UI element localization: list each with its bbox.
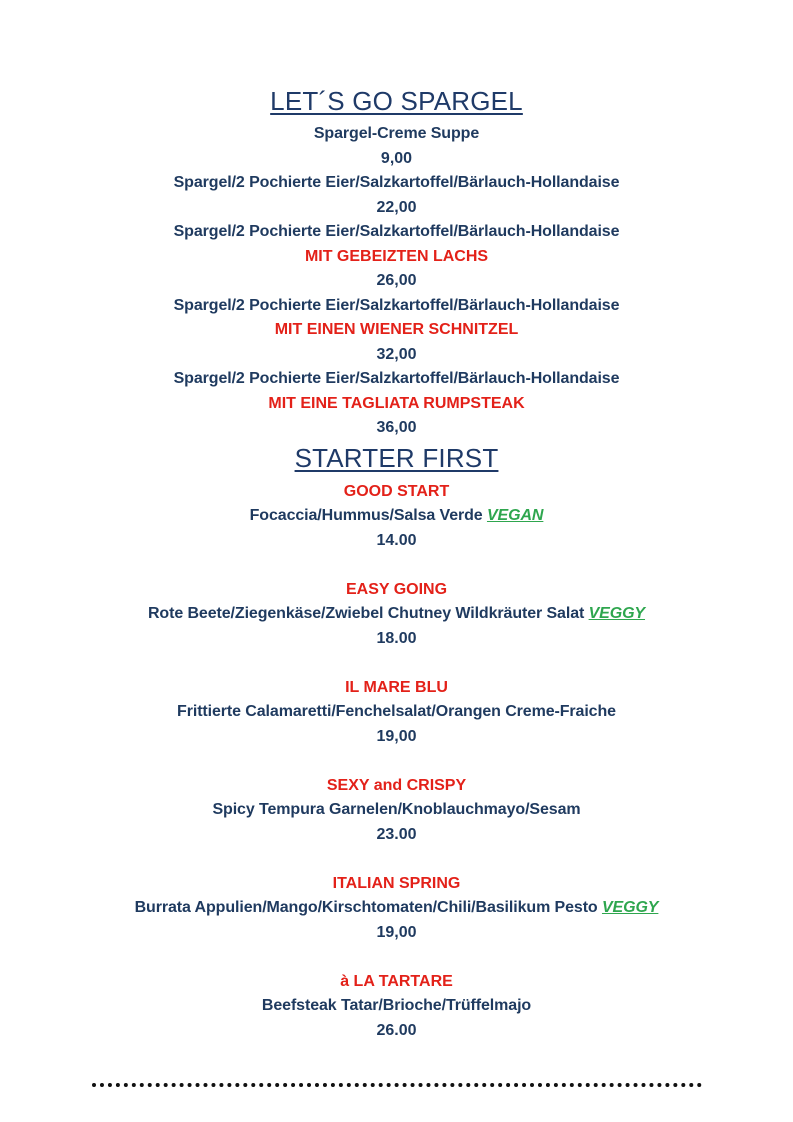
menu-item-addon: MIT EINE TAGLIATA RUMPSTEAK [268,395,525,412]
menu-item-name: IL MARE BLU [345,679,448,696]
menu-item-price: 19,00 [376,728,417,745]
menu-item-name: EASY GOING [345,581,448,598]
menu-item-description-row [0,900,793,916]
menu-item-price: 23.00 [376,826,417,843]
menu-item-description: Beefsteak Tatar/Brioche/Trüffelmajo [261,997,532,1014]
menu-item-addon: MIT EINEN WIENER SCHNITZEL [274,321,519,338]
menu-item-price: 32,00 [376,346,417,363]
menu-item-description-row [0,508,793,524]
menu-item-price: 14.00 [376,532,417,549]
menu-item-description: Spargel/2 Pochierte Eier/Salzkartoffel/Bärlauch-Hollandaise [173,370,620,387]
menu-item-price: 22,00 [376,199,417,216]
veggy-tag: VEGGY [601,899,659,916]
menu-item-description: Spargel/2 Pochierte Eier/Salzkartoffel/Bärlauch-Hollandaise [173,297,620,314]
menu-item-name: ITALIAN SPRING [332,875,461,892]
vegan-tag: VEGAN [486,507,544,524]
menu-item-description: Spargel-Creme Suppe [313,125,480,142]
menu-item-name: SEXY and CRISPY [326,777,467,794]
menu-item-description-row [0,606,793,622]
menu-item-name: GOOD START [343,483,450,500]
menu-item-price: 36,00 [376,419,417,436]
menu-item-description: Spargel/2 Pochierte Eier/Salzkartoffel/Bärlauch-Hollandaise [173,174,620,191]
menu-item-description: Rote Beete/Ziegenkäse/Zwiebel Chutney Wildkräuter Salat [147,605,585,622]
menu-item-description: Burrata Appulien/Mango/Kirschtomaten/Chili/Basilikum Pesto [134,899,598,916]
section-title-spargel: LET´S GO SPARGEL [270,86,523,116]
menu-item-name: à LA TARTARE [340,973,453,990]
menu-item-price: 18.00 [376,630,417,647]
menu-item-price: 9,00 [380,150,413,167]
menu-item-description: Spicy Tempura Garnelen/Knoblauchmayo/Sesam [212,801,581,818]
section-title-starter: STARTER FIRST [294,443,499,473]
menu-item-price: 26.00 [376,1022,417,1039]
menu-item-price: 26,00 [376,272,417,289]
menu-item-price: 19,00 [376,924,417,941]
menu-item-description: Focaccia/Hummus/Salsa Verde [249,507,483,524]
veggy-tag: VEGGY [588,605,646,622]
menu-item-description: Frittierte Calamaretti/Fenchelsalat/Orangen Creme-Fraiche [177,703,616,720]
menu-item-description: Spargel/2 Pochierte Eier/Salzkartoffel/Bärlauch-Hollandaise [173,223,620,240]
dotted-divider [92,1083,702,1087]
menu-item-addon: MIT GEBEIZTEN LACHS [304,248,489,265]
